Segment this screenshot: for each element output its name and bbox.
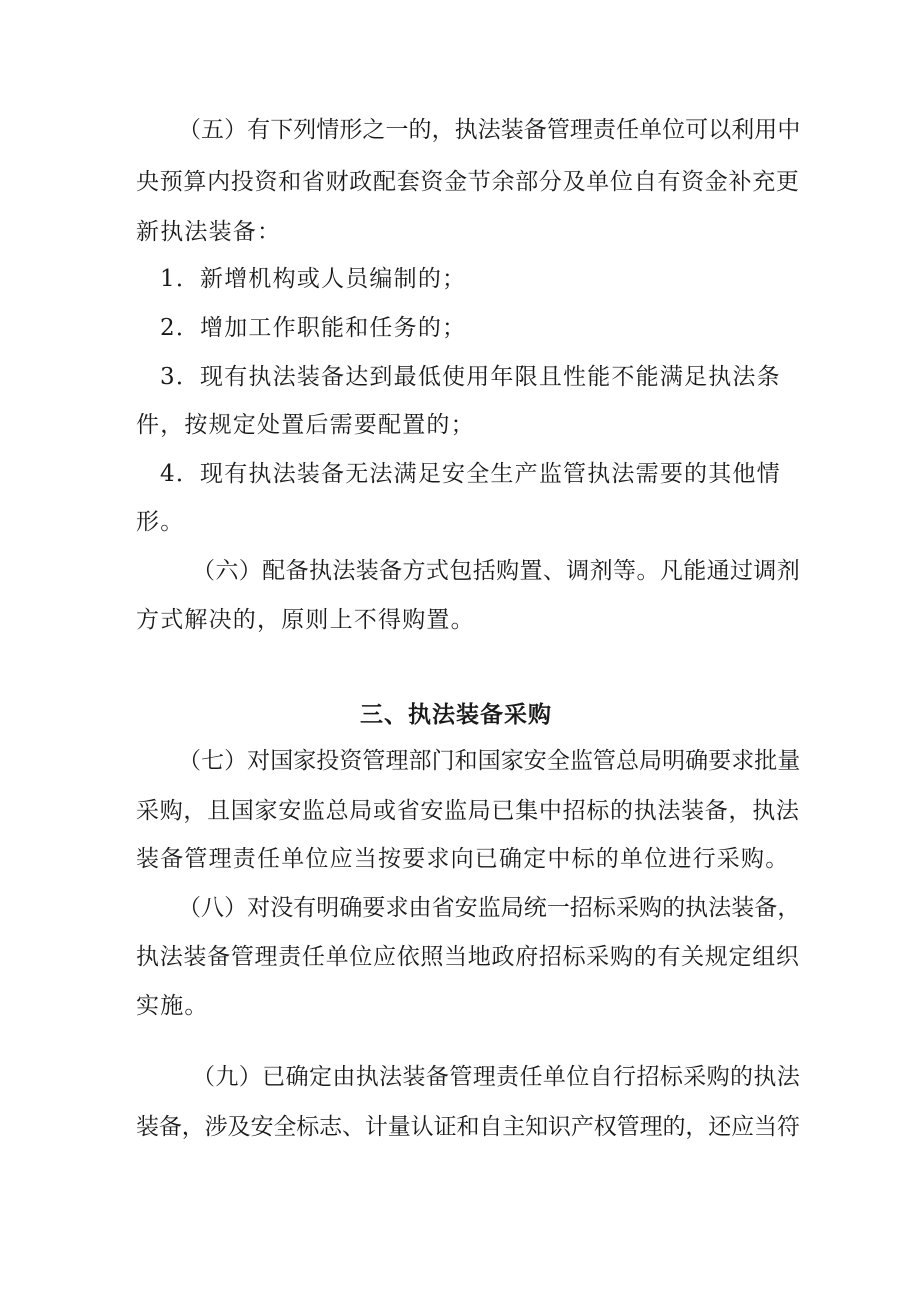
paragraph-6-line-2: 方式解决的，原则上不得购置。 [136, 607, 475, 633]
paragraph-8-line-3: 实施。 [136, 993, 209, 1019]
paragraph-8-line-1: （八）对没有明确要求由省安监局统一招标采购的执法装备， [178, 895, 801, 921]
list-item-3-line-2: 件，按规定处置后需要配置的； [136, 412, 475, 438]
paragraph-5-line-2: 央预算内投资和省财政配套资金节余部分及单位自有资金补充更 [136, 169, 800, 195]
paragraph-6-line-1: （六）配备执法装备方式包括购置、调剂等。凡能通过调剂 [192, 558, 801, 584]
paragraph-9-line-2: 装备，涉及安全标志、计量认证和自主知识产权管理的，还应当符 [136, 1114, 800, 1140]
list-item-4-line-1: 4．现有执法装备无法满足安全生产监管执法需要的其他情 [160, 461, 781, 487]
paragraph-7-line-1: （七）对国家投资管理部门和国家安全监管总局明确要求批量 [178, 748, 801, 774]
paragraph-5-line-1: （五）有下列情形之一的，执法装备管理责任单位可以利用中 [178, 117, 801, 143]
paragraph-9-line-1: （九）已确定由执法装备管理责任单位自行招标采购的执法 [192, 1064, 801, 1090]
paragraph-8-line-2: 执法装备管理责任单位应依照当地政府招标采购的有关规定组织 [136, 944, 800, 970]
list-item-2: 2．增加工作职能和任务的； [160, 315, 467, 341]
section-3-heading: 三、执法装备采购 [360, 702, 552, 728]
paragraph-7-line-3: 装备管理责任单位应当按要求向已确定中标的单位进行采购。 [136, 846, 790, 872]
list-item-1: 1．新增机构或人员编制的； [160, 266, 467, 292]
paragraph-7-line-2: 采购，且国家安监总局或省安监局已集中招标的执法装备，执法 [136, 798, 800, 824]
list-item-4-line-2: 形。 [136, 509, 185, 535]
list-item-3-line-1: 3．现有执法装备达到最低使用年限且性能不能满足执法条 [160, 364, 781, 390]
paragraph-5-line-3: 新执法装备： [136, 219, 282, 245]
